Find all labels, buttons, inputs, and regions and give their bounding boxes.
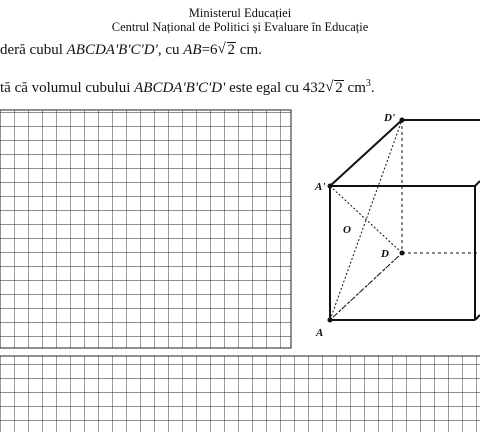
cube-figure: [330, 120, 480, 320]
statement-b-unit: cm: [347, 80, 366, 96]
vertex-d: [400, 251, 405, 256]
statement-a-edge: AB: [183, 42, 202, 58]
vertex-d-prime: [400, 118, 405, 123]
statement-a-unit: cm.: [239, 42, 262, 58]
sqrt-symbol-b: √ 2: [325, 79, 343, 96]
statement-b-end: .: [370, 80, 375, 96]
ministry-name: Ministerul Educației: [188, 6, 292, 20]
statement-b-prefix: tă că volumul cubului: [0, 80, 131, 96]
statement-a-sep: , cu: [157, 42, 180, 58]
statement-b-solid: ABCDA'B'C'D': [134, 80, 226, 96]
label-o: O: [343, 224, 351, 236]
statement-b-exp: 3: [365, 78, 371, 89]
statement-a-radicand: 2: [227, 42, 236, 58]
statement-b-coef: 432: [302, 80, 326, 96]
vertex-a: [328, 318, 333, 323]
vertex-a-prime: [328, 184, 333, 189]
statement-b-radicand: 2: [335, 80, 343, 96]
statement-a-eq: =6: [201, 42, 218, 58]
label-a-prime: A': [315, 181, 326, 193]
statement-b-middle: este egal cu: [229, 80, 300, 96]
statement-a-solid: ABCDA'B'C'D': [66, 42, 158, 58]
answer-grid-upper: [0, 110, 291, 348]
label-d: D: [381, 248, 389, 260]
statement-a-prefix: deră cubul: [0, 42, 63, 58]
label-a: A: [316, 327, 324, 339]
center-name: Centrul Național de Politici și Evaluare în Educație: [111, 20, 369, 34]
sqrt-symbol-a: √ 2: [217, 41, 236, 58]
label-d-prime: D': [384, 112, 395, 124]
answer-grid-lower: [0, 356, 480, 432]
